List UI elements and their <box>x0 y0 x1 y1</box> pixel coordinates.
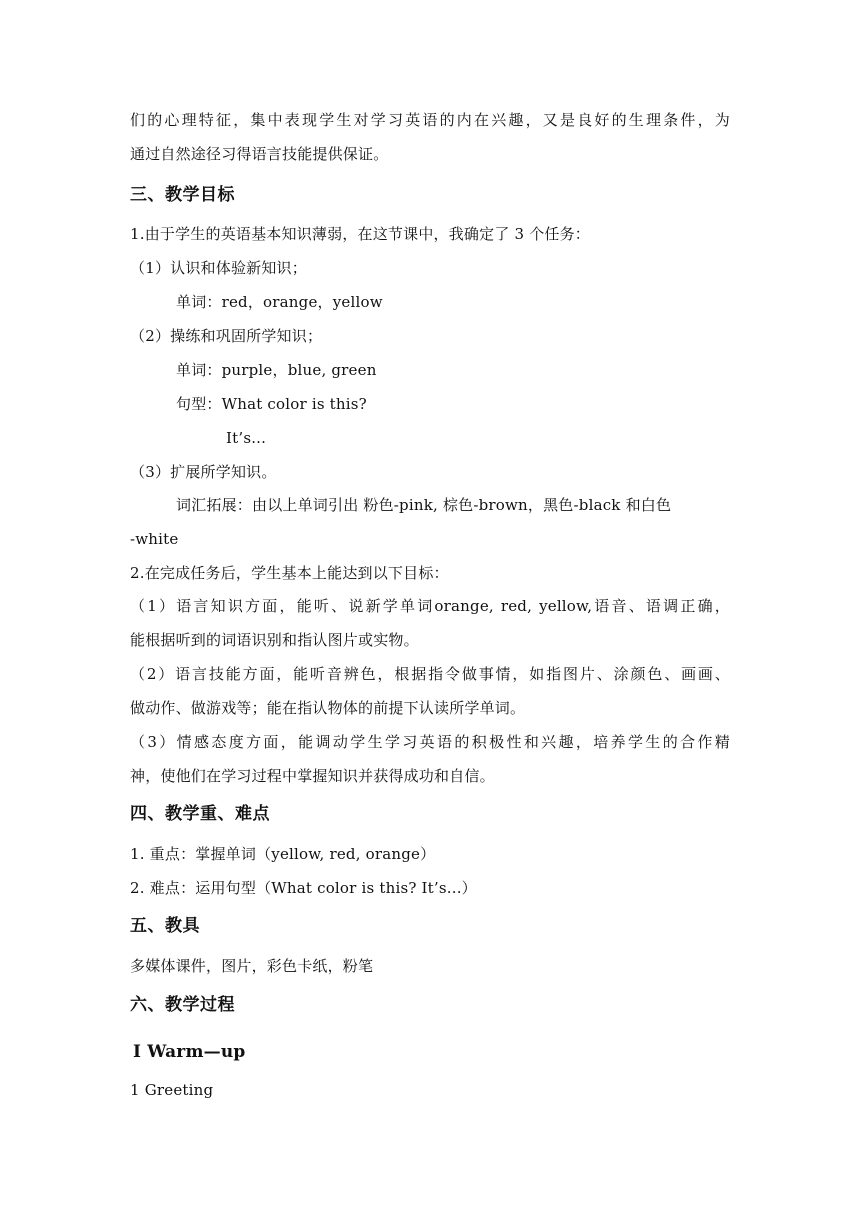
section-heading-key-points: 四、教学重、难点 <box>130 804 270 824</box>
task-3-vocab-line-1: 词汇拓展：由以上单词引出 粉色-pink, 棕色-brown，黑色-black 和白色 <box>176 496 672 514</box>
goal-attitude-line-2: 神，使他们在学习过程中掌握知识并获得成功和自信。 <box>130 767 495 785</box>
task-1: （1）认识和体验新知识； <box>130 259 307 277</box>
intro-paragraph-line-1: 们的心理特征，集中表现学生对学习英语的内在兴趣，又是良好的生理条件，为 <box>130 111 730 129</box>
task-2-words: 单词：purple，blue, green <box>176 361 377 379</box>
section-heading-teaching-goals: 三、教学目标 <box>130 185 235 205</box>
task-1-words: 单词：red，orange，yellow <box>176 293 383 311</box>
task-3: （3）扩展所学知识。 <box>130 463 277 481</box>
goal-skills-line-1: （2）语言技能方面，能听音辨色，根据指令做事情，如指图片、涂颜色、画画、 <box>130 665 730 683</box>
task-3-vocab-line-2: -white <box>130 530 179 548</box>
goal-item-2: 2.在完成任务后，学生基本上能达到以下目标： <box>130 564 449 582</box>
task-2: （2）操练和巩固所学知识； <box>130 327 323 345</box>
task-2-sentence: 句型：What color is this? <box>176 395 367 413</box>
goal-attitude-line-1: （3）情感态度方面，能调动学生学习英语的积极性和兴趣，培养学生的合作精 <box>130 733 730 751</box>
task-2-sentence-answer: It’s... <box>226 429 267 447</box>
teaching-tools-list: 多媒体课件，图片，彩色卡纸，粉笔 <box>130 957 374 975</box>
step-greeting: 1 Greeting <box>130 1081 214 1099</box>
goal-item-1: 1.由于学生的英语基本知识薄弱，在这节课中，我确定了 3 个任务： <box>130 225 590 243</box>
section-heading-teaching-process: 六、教学过程 <box>130 995 235 1015</box>
intro-paragraph-line-2: 通过自然途径习得语言技能提供保证。 <box>130 145 389 163</box>
goal-knowledge-line-1: （1）语言知识方面，能听、说新学单词orange, red, yellow,语音、语调正确， <box>130 597 730 615</box>
goal-knowledge-line-2: 能根据听到的词语识别和指认图片或实物。 <box>130 631 419 649</box>
key-point-1: 1. 重点：掌握单词（yellow, red, orange） <box>130 845 436 863</box>
key-point-2: 2. 难点：运用句型（What color is this? It’s...） <box>130 879 477 897</box>
goal-skills-line-2: 做动作、做游戏等；能在指认物体的前提下认读所学单词。 <box>130 699 526 717</box>
section-heading-teaching-tools: 五、教具 <box>130 916 200 936</box>
part-heading-warm-up: Ⅰ Warm—up <box>133 1042 246 1062</box>
